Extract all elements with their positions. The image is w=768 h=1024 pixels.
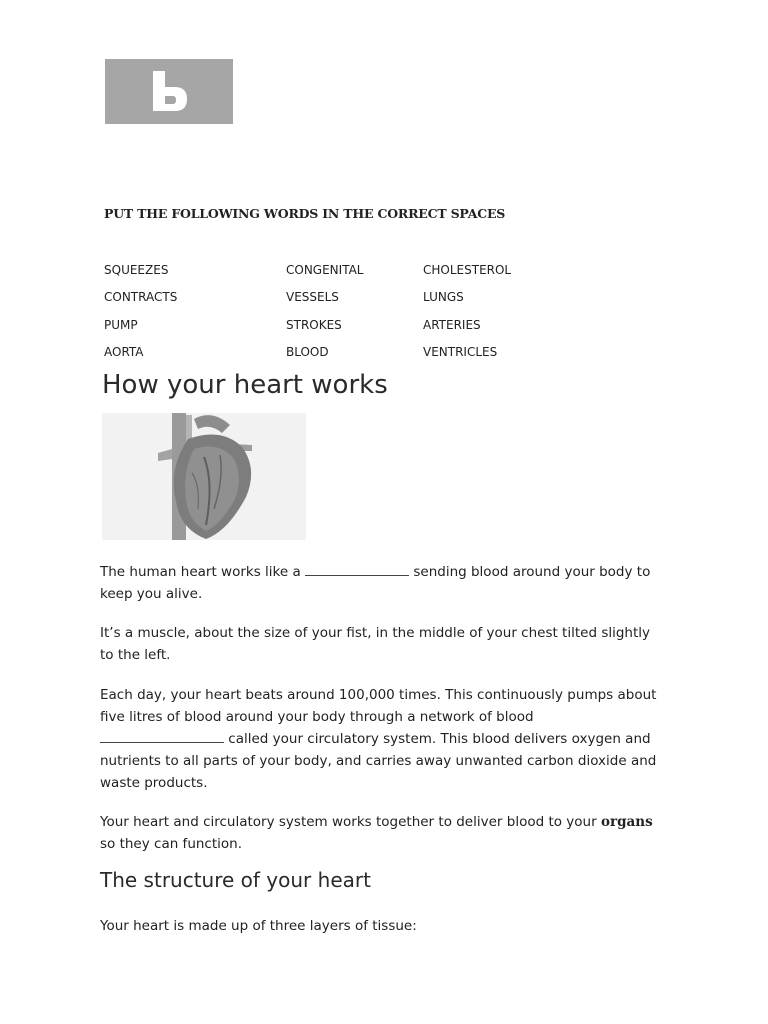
paragraph-circulation — [100, 684, 660, 794]
heart-illustration — [102, 413, 306, 540]
fill-in-blank[interactable] — [305, 561, 409, 576]
word-bank-item: LUNGS — [423, 290, 464, 304]
section-heading: The structure of your heart — [100, 868, 371, 892]
word-bank-item: ARTERIES — [423, 318, 481, 332]
paragraph-text: Your heart and circulatory system works together to deliver blood to your — [100, 814, 597, 830]
word-bank-item: BLOOD — [286, 345, 329, 359]
paragraph-text: called your circulatory system. This blood delivers oxygen and nutrients to all parts of your body, and carries away unwanted carbon dioxide and waste products. — [100, 731, 657, 791]
paragraph-text: sending blood around your body to keep you alive. — [100, 564, 651, 602]
word-bank-item: AORTA — [104, 345, 144, 359]
word-bank-item: CONTRACTS — [104, 290, 178, 304]
word-bank-item: VESSELS — [286, 290, 339, 304]
paragraph-organs — [100, 811, 660, 855]
fill-in-blank[interactable] — [100, 728, 224, 743]
page-title: How your heart works — [102, 370, 388, 400]
paragraph-pump — [100, 561, 660, 605]
paragraph-layers: Your heart is made up of three layers of tissue: — [100, 918, 417, 934]
word-bank-item: SQUEEZES — [104, 263, 169, 277]
logo-box — [105, 59, 233, 124]
paragraph-text: The human heart works like a — [100, 564, 301, 580]
paragraph-muscle: It’s a muscle, about the size of your fist, in the middle of your chest tilted slightly to the left. — [100, 625, 651, 663]
paragraph-text: Each day, your heart beats around 100,000 times. This continuously pumps about five litres of blood around your body through a network of blood — [100, 687, 657, 725]
letter-b-logo — [105, 59, 233, 124]
word-bank-item: PUMP — [104, 318, 138, 332]
word-bank-item: VENTRICLES — [423, 345, 498, 359]
instruction-heading: PUT THE FOLLOWING WORDS IN THE CORRECT SPACES — [104, 206, 506, 221]
word-bank-item: STROKES — [286, 318, 342, 332]
word-bank-item: CONGENITAL — [286, 263, 364, 277]
heart-icon — [102, 413, 306, 540]
paragraph-text: so they can function. — [100, 836, 243, 852]
word-bank-item: CHOLESTEROL — [423, 263, 512, 277]
bold-term: organs — [600, 814, 653, 830]
